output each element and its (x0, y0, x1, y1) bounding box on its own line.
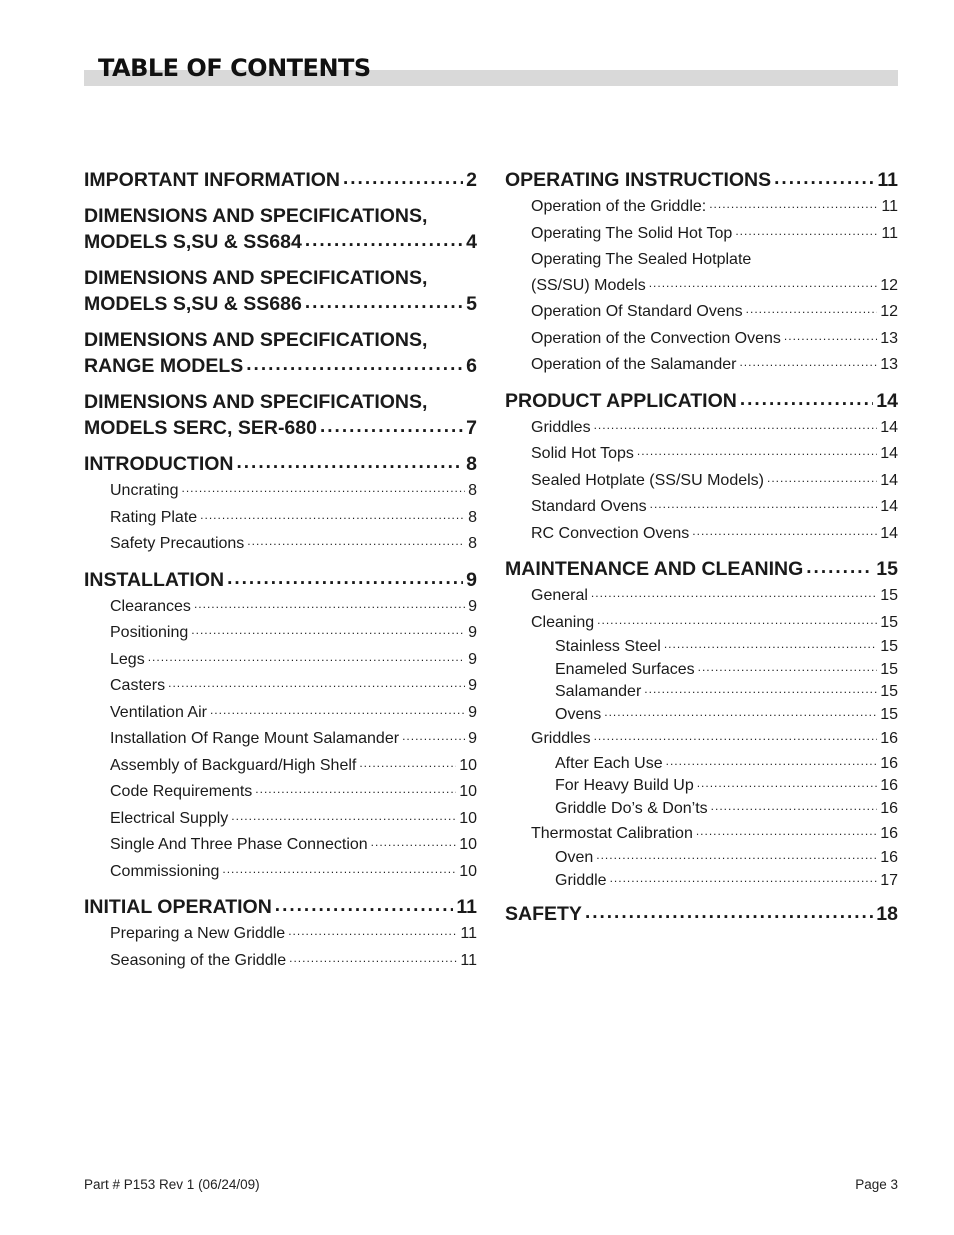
toc-page-number: 16 (880, 800, 898, 818)
toc-page-number: 17 (880, 871, 898, 889)
dot-leader (168, 671, 465, 697)
dot-leader (594, 413, 878, 439)
toc-subentry[interactable] (505, 441, 898, 468)
toc-page-number: 14 (880, 471, 898, 489)
toc-page-number: 9 (466, 568, 477, 591)
page-title: TABLE OF CONTENTS (98, 54, 371, 82)
toc-entry-title: Safety Precautions (110, 535, 245, 552)
toc-subentry[interactable] (505, 299, 898, 326)
toc-entry-row (110, 700, 477, 727)
toc-page-number: 15 (876, 558, 898, 580)
toc-entry-row (84, 167, 477, 194)
toc-entry-title: After Each Use (555, 754, 663, 772)
toc-subentry[interactable] (84, 647, 477, 674)
toc-page-number: 9 (468, 650, 477, 668)
toc-entry-title: Operation of the Convection Ovens (531, 329, 781, 347)
toc-section[interactable] (84, 327, 477, 380)
toc-entry-title: Operation of the Griddle: (531, 198, 707, 215)
toc-entry-title: (SS/SU) Models (531, 276, 646, 294)
toc-subentry[interactable] (505, 494, 898, 521)
dot-leader (698, 656, 878, 679)
toc-entry-title: PRODUCT APPLICATION (505, 389, 737, 412)
dot-leader (591, 581, 877, 607)
dot-leader (288, 919, 457, 945)
toc-entry-title: Stainless Steel (555, 638, 661, 655)
toc-entry-row (531, 194, 898, 221)
toc-entry-row (110, 779, 477, 806)
toc-entry-title: Salamander (555, 683, 642, 701)
dot-leader (767, 466, 877, 492)
toc-page-number: 11 (881, 198, 898, 215)
dot-leader (191, 618, 465, 644)
toc-left-column (84, 158, 477, 974)
toc-entry-title-line1: DIMENSIONS AND SPECIFICATIONS, (84, 329, 428, 351)
toc-entry-row (110, 806, 477, 833)
toc-subentry[interactable] (84, 832, 477, 859)
toc-section[interactable] (505, 901, 898, 928)
toc-entry-title: Electrical Supply (110, 809, 229, 827)
toc-right-column (505, 158, 898, 928)
dot-leader (275, 893, 454, 919)
toc-entry-title: SAFETY (505, 903, 582, 926)
toc-page-number: 16 (880, 849, 898, 867)
dot-leader (711, 795, 878, 818)
toc-subentry[interactable] (84, 779, 477, 806)
toc-page-number: 11 (460, 951, 477, 969)
toc-entry-row (555, 798, 898, 821)
toc-section[interactable] (505, 388, 898, 415)
toc-entry-title-line1: Operating The Sealed Hotplate (531, 251, 752, 268)
toc-entry-title: MODELS S,SU & SS684 (84, 231, 302, 253)
toc-page-number: 2 (466, 169, 477, 191)
toc-subentry[interactable] (84, 700, 477, 727)
toc-entry-title: Installation Of Range Mount Salamander (110, 730, 400, 747)
toc-entry-title: Oven (555, 849, 594, 867)
dot-leader (222, 857, 456, 883)
toc-page-number: 14 (876, 389, 898, 412)
dot-leader (649, 271, 878, 297)
toc-entry-row (84, 415, 477, 442)
dot-leader (194, 592, 465, 618)
toc-subentry[interactable] (505, 704, 898, 727)
toc-entry-title: Enameled Surfaces (555, 660, 695, 678)
dot-leader (644, 678, 877, 701)
toc-section[interactable] (84, 894, 477, 921)
toc-page-number: 13 (880, 356, 898, 373)
toc-entry-row (531, 221, 898, 248)
toc-subentry[interactable] (505, 194, 898, 221)
dot-leader (359, 751, 456, 777)
toc-entry-row (110, 753, 477, 780)
dot-leader (604, 701, 877, 724)
toc-section[interactable] (505, 556, 898, 583)
toc-entry-title: Solid Hot Tops (531, 445, 634, 462)
toc-entry-title: Seasoning of the Griddle (110, 951, 287, 969)
toc-page-number: 14 (880, 498, 898, 515)
toc-entry-title: Griddles (531, 418, 591, 436)
toc-entry-row (531, 441, 898, 468)
dot-leader (148, 645, 465, 671)
toc-page-number: 9 (468, 597, 477, 615)
dot-leader (255, 777, 456, 803)
toc-subentry[interactable] (505, 221, 898, 248)
toc-page-number: 11 (456, 896, 477, 918)
toc-subentry[interactable] (505, 247, 898, 299)
dot-leader (740, 387, 873, 413)
toc-subentry[interactable] (505, 352, 898, 379)
toc-entry-title: Operation Of Standard Ovens (531, 303, 743, 320)
toc-subentry[interactable] (84, 753, 477, 780)
toc-entry-row (531, 583, 898, 610)
toc-entry-row (505, 167, 898, 194)
toc-entry-row (110, 478, 477, 505)
toc-entry-title: Standard Ovens (531, 498, 647, 515)
footer-page-number: Page 3 (855, 1177, 898, 1192)
toc-entry-title: INTRODUCTION (84, 453, 234, 475)
toc-page-number: 14 (880, 445, 898, 462)
toc-page-number: 8 (468, 535, 477, 552)
toc-entry-row (531, 494, 898, 521)
toc-page-number: 10 (459, 756, 477, 774)
dot-leader (610, 867, 878, 890)
toc-entry-title: Griddle Do’s & Don’ts (555, 800, 708, 818)
dot-leader (237, 450, 464, 476)
toc-page-number: 16 (880, 754, 898, 772)
toc-entry-title: Sealed Hotplate (SS/SU Models) (531, 471, 764, 489)
dot-leader (594, 724, 878, 750)
toc-entry-title: Griddles (531, 730, 591, 748)
toc-entry-row (84, 353, 477, 380)
dot-leader (739, 350, 877, 376)
toc-entry-row (110, 832, 477, 859)
toc-page-number: 10 (459, 809, 477, 827)
toc-subentry[interactable] (84, 620, 477, 647)
dot-leader (231, 804, 456, 830)
toc-page-number: 13 (880, 329, 898, 347)
toc-entry-title: For Heavy Build Up (555, 777, 694, 795)
toc-entry-row (84, 567, 477, 594)
dot-leader (181, 476, 465, 502)
toc-entry-title: Operating The Solid Hot Top (531, 224, 733, 242)
toc-page-number: 6 (466, 355, 477, 377)
dot-leader (371, 830, 457, 856)
toc-entry-title: INITIAL OPERATION (84, 896, 272, 918)
toc-entry-title: Legs (110, 650, 145, 668)
toc-entry-title: RC Convection Ovens (531, 524, 690, 542)
toc-entry-row (531, 468, 898, 495)
dot-leader (305, 290, 463, 316)
toc-subentry[interactable] (84, 673, 477, 700)
toc-entry-row (84, 291, 477, 318)
toc-page-number: 12 (880, 303, 898, 320)
toc-page-number: 15 (880, 683, 898, 701)
toc-page-number: 15 (880, 613, 898, 631)
toc-entry-title: Casters (110, 677, 166, 694)
toc-subentry[interactable] (84, 859, 477, 886)
toc-entry-title: Ovens (555, 705, 602, 723)
dot-leader (784, 324, 877, 350)
toc-entry-title-line1: DIMENSIONS AND SPECIFICATIONS, (84, 391, 428, 413)
toc-page-number: 14 (880, 418, 898, 436)
dot-leader (774, 166, 874, 192)
toc-entry-row (110, 594, 477, 621)
toc-entry-title: Uncrating (110, 482, 179, 499)
toc-section[interactable] (84, 567, 477, 594)
toc-page-number: 15 (880, 587, 898, 604)
toc-page-number: 12 (880, 276, 898, 294)
toc-subentry[interactable] (505, 468, 898, 495)
dot-leader (666, 750, 878, 773)
toc-entry-row (531, 352, 898, 379)
toc-page-number: 8 (466, 453, 477, 475)
toc-entry-row (505, 901, 898, 928)
toc-page-number: 7 (466, 417, 477, 439)
dot-leader (200, 503, 465, 529)
dot-leader (402, 724, 465, 750)
toc-subentry[interactable] (505, 583, 898, 610)
toc-entry-title: IMPORTANT INFORMATION (84, 169, 340, 191)
toc-entry-row (110, 531, 477, 558)
toc-entry-title: OPERATING INSTRUCTIONS (505, 169, 772, 191)
toc-subentry[interactable] (505, 415, 898, 442)
toc-entry-title: Thermostat Calibration (531, 824, 693, 842)
dot-leader (735, 219, 878, 245)
toc-entry-row (531, 521, 898, 548)
toc-entry-row (505, 388, 898, 415)
toc-subentry[interactable] (84, 806, 477, 833)
toc-page-number: 14 (880, 524, 898, 542)
toc-page-number: 4 (466, 231, 477, 253)
toc-entry-title: Preparing a New Griddle (110, 925, 286, 942)
toc-page-number: 11 (460, 925, 477, 942)
toc-page-number: 16 (880, 824, 898, 842)
dot-leader (637, 439, 877, 465)
toc-entry-title: General (531, 587, 588, 604)
toc-page-number: 9 (468, 703, 477, 721)
toc-page-number: 5 (466, 293, 477, 315)
toc-subentry[interactable] (505, 326, 898, 353)
toc-subentry[interactable] (505, 870, 898, 893)
toc-entry-row (110, 948, 477, 975)
dot-leader (806, 555, 873, 581)
toc-entry-row (531, 415, 898, 442)
dot-leader (692, 519, 877, 545)
toc-entry-title-line1: DIMENSIONS AND SPECIFICATIONS, (84, 205, 428, 227)
footer-part-number: Part # P153 Rev 1 (06/24/09) (84, 1177, 260, 1192)
toc-entry-row (531, 299, 898, 326)
toc-entry-title: MODELS SERC, SER-680 (84, 417, 317, 439)
dot-leader (597, 608, 877, 634)
dot-leader (650, 492, 878, 518)
toc-entry-row (110, 859, 477, 886)
toc-page-number: 9 (468, 677, 477, 694)
dot-leader (746, 297, 878, 323)
toc-entry-title: MODELS S,SU & SS686 (84, 293, 302, 315)
toc-entry-title: Griddle (555, 871, 607, 889)
dot-leader (320, 414, 463, 440)
toc-entry-row (84, 894, 477, 921)
toc-subentry[interactable] (84, 478, 477, 505)
toc-page-number: 15 (880, 705, 898, 723)
toc-entry-title: Positioning (110, 624, 189, 641)
toc-entry-row (110, 921, 477, 948)
toc-page-number: 8 (468, 482, 477, 499)
dot-leader (227, 566, 463, 592)
toc-section[interactable] (84, 451, 477, 478)
toc-page-number: 10 (459, 862, 477, 880)
toc-subentry[interactable] (84, 726, 477, 753)
toc-entry-row (505, 556, 898, 583)
toc-entry-title: Operation of the Salamander (531, 356, 737, 373)
dot-leader (696, 819, 877, 845)
toc-entry-title: RANGE MODELS (84, 355, 244, 377)
toc-entry-row (110, 673, 477, 700)
toc-entry-title: Cleaning (531, 613, 595, 631)
toc-section[interactable] (84, 167, 477, 194)
toc-entry-row (555, 870, 898, 893)
dot-leader (289, 946, 457, 972)
dot-leader (247, 529, 465, 555)
toc-page-number: 8 (468, 508, 477, 526)
toc-subentry[interactable] (84, 594, 477, 621)
dot-leader (305, 228, 463, 254)
toc-section[interactable] (84, 389, 477, 442)
toc-page-number: 10 (459, 783, 477, 800)
toc-entry-row (531, 326, 898, 353)
dot-leader (210, 698, 465, 724)
toc-entry-row (84, 451, 477, 478)
toc-subentry[interactable] (84, 921, 477, 948)
toc-entry-title: Single And Three Phase Connection (110, 836, 368, 853)
toc-entry-row (84, 229, 477, 256)
toc-subentry[interactable] (84, 505, 477, 532)
dot-leader (596, 844, 877, 867)
toc-subentry[interactable] (505, 798, 898, 821)
toc-subentry[interactable] (84, 531, 477, 558)
toc-entry-title-line1: DIMENSIONS AND SPECIFICATIONS, (84, 267, 428, 289)
dot-leader (709, 192, 878, 218)
toc-section[interactable] (505, 167, 898, 194)
toc-entry-title: MAINTENANCE AND CLEANING (505, 558, 804, 580)
dot-leader (246, 352, 463, 378)
toc-entry-row (110, 726, 477, 753)
toc-subentry[interactable] (505, 521, 898, 548)
toc-page-number: 10 (459, 836, 477, 853)
toc-subentry[interactable] (84, 948, 477, 975)
toc-entry-title: Code Requirements (110, 783, 253, 800)
toc-entry-row (555, 704, 898, 727)
toc-entry-title: Commissioning (110, 862, 220, 880)
dot-leader (697, 772, 877, 795)
toc-section[interactable] (84, 203, 477, 256)
toc-page-number: 9 (468, 624, 477, 641)
toc-entry-title: Ventilation Air (110, 703, 207, 721)
toc-page-number: 16 (880, 730, 898, 748)
toc-entry-row (110, 620, 477, 647)
toc-page-number: 11 (877, 169, 898, 191)
dot-leader (664, 633, 877, 656)
toc-section[interactable] (84, 265, 477, 318)
toc-page-number: 11 (881, 224, 898, 242)
dot-leader (585, 900, 873, 926)
toc-page-number: 16 (880, 777, 898, 795)
toc-entry-title: INSTALLATION (84, 568, 225, 591)
dot-leader (343, 166, 463, 192)
toc-entry-title: Assembly of Backguard/High Shelf (110, 756, 357, 774)
toc-page-number: 15 (880, 660, 898, 678)
toc-page-number: 15 (880, 638, 898, 655)
toc-page-number: 18 (876, 903, 898, 926)
toc-page-number: 9 (468, 730, 477, 747)
toc-entry-title: Rating Plate (110, 508, 198, 526)
toc-entry-row (110, 647, 477, 674)
toc-entry-title: Clearances (110, 597, 191, 615)
toc-entry-row (531, 273, 898, 300)
toc-entry-row (110, 505, 477, 532)
